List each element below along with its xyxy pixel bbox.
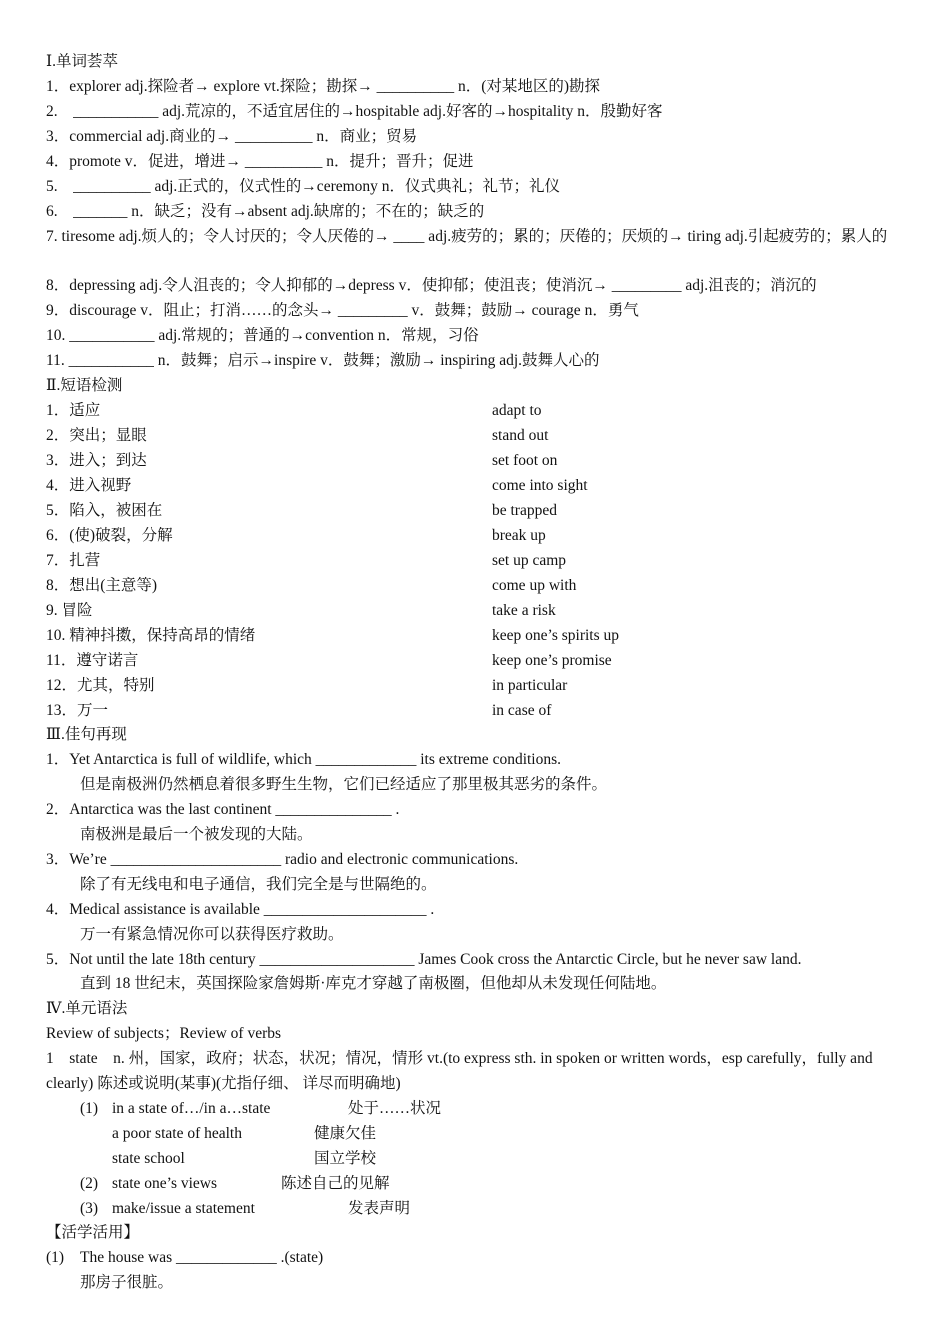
phrase-cn: 6．(使)破裂，分解 [46,527,173,544]
section-4-title: Ⅳ.单元语法 [46,1000,128,1017]
phrase-cn: 13．万一 [46,702,109,719]
state-phrase-cn: 发表声明 [348,1200,411,1217]
practice-sentence-en: The house was _____________ .(state) [80,1249,324,1266]
practice-title: 【活学活用】 [46,1224,140,1241]
phrase-cn: 7．扎营 [46,552,101,569]
sentence-en: 1．Yet Antarctica is full of wildlife, which _____________ its extreme conditions. [46,751,562,768]
phrase-number: (3) [80,1200,99,1217]
state-phrase-en: a poor state of health [112,1125,242,1142]
phrase-number: (2) [80,1175,99,1192]
phrase-en: take a risk [492,602,556,619]
state-definition: 1 state n. 州，国家，政府；状态，状况；情况，情形 vt.(to express sth. in spoken or written words，esp carefully，fully and clearly) 陈述或说明(某事)(尤指仔细、 详尽而明确地) [46,1050,873,1092]
section-2-title: Ⅱ.短语检测 [46,377,123,394]
phrase-en: adapt to [492,402,542,419]
state-phrase-en: make/issue a statement [112,1200,255,1217]
phrase-en: come into sight [492,477,588,494]
vocab-item-9: 9．discourage v．阻止；打消……的念头→ _________ v．鼓舞；鼓励→ courage n．勇气 [46,302,639,319]
vocab-item-8: 8．depressing adj.令人沮丧的；令人抑郁的→depress v．使抑郁；使沮丧；使消沉→ _________ adj.沮丧的；消沉的 [46,277,817,294]
state-phrase-en: state school [112,1150,185,1167]
vocab-item-4: 4．promote v．促进，增进→ __________ n．提升；晋升；促进 [46,153,474,170]
sentence-en: 2．Antarctica was the last continent _______________ . [46,801,400,818]
vocab-item-5: 5. __________ adj.正式的，仪式性的→ceremony n．仪式典礼；礼节；礼仪 [46,178,561,195]
vocab-item-7: 7. tiresome adj.烦人的；令人讨厌的；令人厌倦的→ ____ adj.疲劳的；累的；厌倦的；厌烦的→ tiring adj.引起疲劳的；累人的 [46,228,888,245]
vocab-item-3: 3．commercial adj.商业的→ __________ n．商业；贸易 [46,128,418,145]
phrase-en: set foot on [492,452,558,469]
phrase-cn: 8．想出(主意等) [46,577,158,594]
sentence-en: 4．Medical assistance is available _____________________ . [46,901,435,918]
phrase-en: break up [492,527,546,544]
vocab-item-1: 1．explorer adj.探险者→ explore vt.探险；勘探→ __________ n．(对某地区的)勘探 [46,78,601,95]
section-3-title: Ⅲ.佳句再现 [46,726,127,743]
phrase-cn: 9. 冒险 [46,602,93,619]
vocab-item-10: 10. ___________ adj.常规的；普通的→convention n．常规，习俗 [46,327,479,344]
sentence-cn: 但是南极洲仍然栖息着很多野生生物，它们已经适应了那里极其恶劣的条件。 [80,776,608,793]
phrase-en: come up with [492,577,577,594]
sentence-cn: 直到 18 世纪末，英国探险家詹姆斯·库克才穿越了南极圈，但他却从未发现任何陆地。 [80,975,667,992]
phrase-number: (1) [80,1100,99,1117]
phrase-en: stand out [492,427,549,444]
phrase-cn: 12．尤其，特别 [46,677,155,694]
phrase-cn: 1．适应 [46,402,101,419]
state-phrase-cn: 处于……状况 [348,1100,442,1117]
sentence-en: 3．We’re ______________________ radio and electronic communications. [46,851,519,868]
phrase-en: in case of [492,702,552,719]
phrase-cn: 4．进入视野 [46,477,132,494]
phrase-cn: 2．突出；显眼 [46,427,147,444]
phrase-cn: 3．进入；到达 [46,452,147,469]
phrase-en: in particular [492,677,568,694]
phrase-en: keep one’s spirits up [492,627,619,644]
practice-number: (1) [46,1249,65,1266]
vocab-item-6: 6. _______ n．缺乏；没有→absent adj.缺席的；不在的；缺乏的 [46,203,485,220]
sentence-cn: 南极洲是最后一个被发现的大陆。 [80,826,313,843]
vocab-item-2: 2. ___________ adj.荒凉的，不适宜居住的→hospitable adj.好客的→hospitality n．殷勤好客 [46,103,663,120]
state-phrase-cn: 陈述自己的见解 [281,1175,390,1192]
phrase-en: keep one’s promise [492,652,612,669]
phrase-cn: 10. 精神抖擞，保持高昂的情绪 [46,627,256,644]
sentence-en: 5．Not until the late 18th century ____________________ James Cook cross the Antarctic Circle, but he never saw land. [46,951,802,968]
phrase-cn: 5．陷入，被困在 [46,502,163,519]
state-phrase-cn: 国立学校 [314,1150,377,1167]
phrase-en: set up camp [492,552,567,569]
sentence-cn: 万一有紧急情况你可以获得医疗救助。 [80,926,344,943]
grammar-review: Review of subjects；Review of verbs [46,1025,282,1042]
practice-sentence-cn: 那房子很脏。 [80,1274,174,1291]
state-phrase-en: state one’s views [112,1175,218,1192]
phrase-en: be trapped [492,502,557,519]
vocab-item-11: 11. ___________ n．鼓舞；启示→inspire v．鼓舞；激励→ inspiring adj.鼓舞人心的 [46,352,600,369]
section-1-title: Ⅰ.单词荟萃 [46,53,118,70]
sentence-cn: 除了有无线电和电子通信，我们完全是与世隔绝的。 [80,876,437,893]
state-phrase-en: in a state of…/in a…state [112,1100,271,1117]
state-phrase-cn: 健康欠佳 [314,1125,377,1142]
phrase-cn: 11．遵守诺言 [46,652,139,669]
